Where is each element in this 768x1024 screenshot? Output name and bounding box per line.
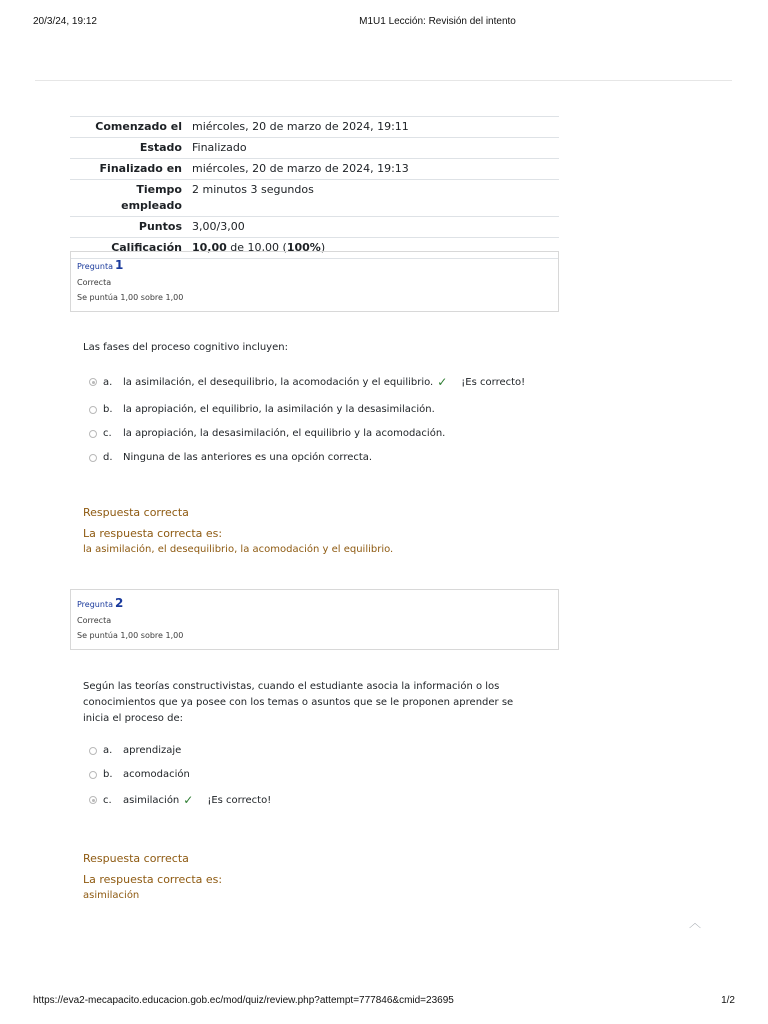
summary-label: Comenzado el xyxy=(70,117,187,138)
grade-mid: de 10,00 ( xyxy=(226,241,287,254)
grade-end: ) xyxy=(320,241,326,254)
answer-text: Ninguna de las anteriores es una opción correcta. xyxy=(123,452,373,463)
summary-value: miércoles, 20 de marzo de 2024, 19:13 xyxy=(187,159,559,180)
answer-text: acomodación xyxy=(123,769,190,780)
radio-button[interactable] xyxy=(89,747,97,755)
question-text-line: inicia el proceso de: xyxy=(83,713,183,724)
question-status: Correcta xyxy=(77,278,112,287)
feedback-answer: la asimilación, el desequilibrio, la acomodación y el equilibrio. xyxy=(83,544,394,555)
question-label: Pregunta xyxy=(77,600,113,609)
print-date: 20/3/24, 19:12 xyxy=(33,16,97,27)
summary-label xyxy=(70,180,187,217)
answer-option-q2-b[interactable] xyxy=(89,769,190,780)
answer-text: la asimilación, el desequilibrio, la acomodación y el equilibrio. xyxy=(123,376,434,388)
summary-value: 3,00/3,00 xyxy=(187,217,559,238)
grade-value: 10,00 xyxy=(192,241,227,254)
radio-button[interactable] xyxy=(89,796,97,804)
radio-button[interactable] xyxy=(89,771,97,779)
summary-label: Puntos xyxy=(70,217,187,238)
question-info-1 xyxy=(70,251,559,312)
summary-label-line: Tiempo xyxy=(136,183,182,196)
feedback-subtitle: La respuesta correcta es: xyxy=(83,527,223,540)
summary-value: miércoles, 20 de marzo de 2024, 19:11 xyxy=(187,117,559,138)
question-info-2 xyxy=(70,589,559,650)
answer-letter: b. xyxy=(103,404,113,415)
answer-option-q1-c[interactable] xyxy=(89,428,445,439)
page-number: 1/2 xyxy=(721,995,735,1006)
question-number-value: 2 xyxy=(114,596,124,610)
question-feedback-1 xyxy=(83,505,393,558)
answer-option-q1-d[interactable] xyxy=(89,452,372,463)
answer-option-q2-c[interactable] xyxy=(89,793,271,807)
question-text-2 xyxy=(83,679,533,727)
print-url: https://eva2-mecapacito.educacion.gob.ec/mod/quiz/review.php?attempt=777846&cmid=23695 xyxy=(33,995,454,1006)
question-score: Se puntúa 1,00 sobre 1,00 xyxy=(77,631,184,640)
summary-row-points xyxy=(70,217,559,238)
feedback-answer: asimilación xyxy=(83,890,140,901)
question-feedback-2 xyxy=(83,851,222,904)
header-divider xyxy=(35,80,732,81)
summary-row-state xyxy=(70,138,559,159)
answer-letter: c. xyxy=(103,794,112,806)
answer-option-q1-b[interactable] xyxy=(89,404,435,415)
question-number xyxy=(77,258,552,272)
question-text-line: Según las teorías constructivistas, cuando el estudiante asocia la información o los xyxy=(83,681,500,692)
answer-letter: d. xyxy=(103,452,113,463)
grade-percent: 100% xyxy=(286,241,321,254)
question-text-line: conocimientos que ya posee con los temas o asuntos que se le proponen aprender se xyxy=(83,697,514,708)
question-number xyxy=(77,596,552,610)
summary-label-line: empleado xyxy=(121,199,182,212)
check-icon: ✓ xyxy=(183,793,194,807)
answer-text: asimilación xyxy=(123,794,180,806)
answer-letter: b. xyxy=(103,769,113,780)
answer-option-q2-a[interactable] xyxy=(89,745,181,756)
answer-text: la apropiación, la desasimilación, el equilibrio y la acomodación. xyxy=(123,428,446,439)
summary-row-time xyxy=(70,180,559,217)
answer-text: aprendizaje xyxy=(123,745,182,756)
summary-row-started xyxy=(70,117,559,138)
question-label: Pregunta xyxy=(77,262,113,271)
summary-label: Estado xyxy=(70,138,187,159)
correct-feedback: ¡Es correcto! xyxy=(461,376,526,388)
chevron-up-icon[interactable]: ︿ xyxy=(688,916,701,930)
question-score: Se puntúa 1,00 sobre 1,00 xyxy=(77,293,184,302)
answer-letter: a. xyxy=(103,376,113,388)
attempt-summary-table xyxy=(70,116,559,259)
radio-button[interactable] xyxy=(89,378,97,386)
print-header xyxy=(0,16,768,30)
print-footer xyxy=(0,995,768,1009)
question-number-value: 1 xyxy=(114,258,124,272)
answer-letter: c. xyxy=(103,428,112,439)
summary-value: Finalizado xyxy=(187,138,559,159)
summary-label: Calificación xyxy=(70,238,187,259)
summary-row-finished xyxy=(70,159,559,180)
answer-option-q1-a[interactable] xyxy=(89,375,525,389)
radio-button[interactable] xyxy=(89,430,97,438)
correct-feedback: ¡Es correcto! xyxy=(207,794,272,806)
answer-text: la apropiación, el equilibrio, la asimilación y la desasimilación. xyxy=(123,404,435,415)
feedback-title: Respuesta correcta xyxy=(83,852,189,865)
radio-button[interactable] xyxy=(89,406,97,414)
answer-letter: a. xyxy=(103,745,113,756)
summary-label: Finalizado en xyxy=(70,159,187,180)
question-text-1: Las fases del proceso cognitivo incluyen: xyxy=(83,342,288,353)
print-title: M1U1 Lección: Revisión del intento xyxy=(359,16,516,27)
question-status: Correcta xyxy=(77,616,112,625)
feedback-subtitle: La respuesta correcta es: xyxy=(83,873,223,886)
feedback-title: Respuesta correcta xyxy=(83,506,189,519)
summary-value: 2 minutos 3 segundos xyxy=(187,180,559,217)
check-icon: ✓ xyxy=(437,375,448,389)
radio-button[interactable] xyxy=(89,454,97,462)
